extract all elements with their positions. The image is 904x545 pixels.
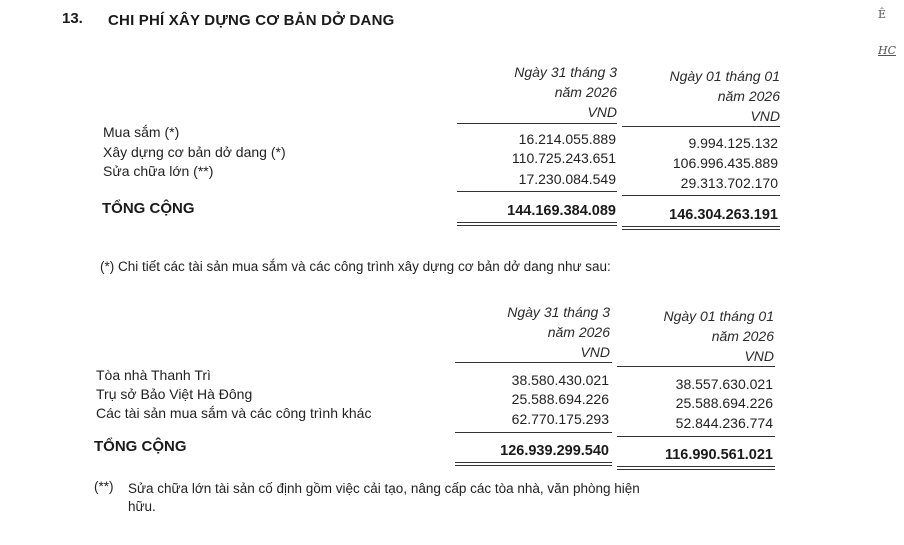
total-double-rule (622, 229, 780, 230)
total-value: 146.304.263.191 (669, 207, 778, 223)
total-double-rule (617, 469, 775, 470)
header-line: Ngày 31 tháng 3 (507, 304, 610, 320)
subtotal-rule (622, 195, 780, 196)
header-line: năm 2026 (547, 324, 610, 340)
table-cell: 38.580.430.021 (511, 372, 609, 388)
header-rule (617, 366, 775, 367)
table-row-label: Sửa chữa lớn (**) (103, 163, 214, 179)
header-line: VND (750, 108, 780, 124)
subtotal-rule (457, 191, 617, 192)
table1-col1-header (514, 62, 617, 122)
header-rule (455, 362, 612, 363)
table-cell: 16.214.055.889 (518, 131, 616, 147)
table-row-label: Các tài sản mua sắm và các công trình khác (96, 405, 372, 421)
margin-mark-hc: HC (878, 44, 897, 57)
footnote-1: (*) Chi tiết các tài sản mua sắm và các công trình xây dựng cơ bản dở dang như sau: (100, 259, 611, 274)
table-cell: 9.994.125.132 (688, 135, 778, 151)
subtotal-rule (617, 436, 775, 437)
header-line: Ngày 31 tháng 3 (514, 64, 617, 80)
table-cell: 110.725.243.651 (511, 150, 616, 166)
table-row-label: Xây dựng cơ bản dở dang (*) (103, 144, 286, 160)
table-row-label: Mua sắm (*) (103, 124, 180, 140)
header-line: VND (744, 348, 774, 364)
header-line: VND (580, 344, 610, 360)
header-line: VND (587, 104, 617, 120)
table-cell: 52.844.236.774 (675, 415, 773, 431)
header-line: năm 2026 (554, 84, 617, 100)
table-row-label: Trụ sở Bảo Việt Hà Đông (96, 386, 253, 402)
total-double-rule (457, 225, 617, 226)
table-cell: 106.996.435.889 (672, 155, 778, 171)
total-double-rule (455, 462, 612, 463)
total-double-rule (622, 226, 780, 227)
header-line: Ngày 01 tháng 01 (669, 68, 780, 84)
table2-col2-header (663, 306, 774, 366)
table-cell: 17.230.084.549 (518, 171, 616, 187)
total-double-rule (457, 222, 617, 223)
table-cell: 62.770.175.293 (511, 411, 609, 427)
total-value: 116.990.561.021 (664, 447, 773, 463)
table-cell: 38.557.630.021 (675, 376, 773, 392)
table1-col2-header (669, 66, 780, 126)
margin-mark-top: Ê (878, 8, 887, 21)
table-cell: 25.588.694.226 (675, 395, 773, 411)
footnote-2-line2: hữu. (128, 499, 156, 514)
header-line: Ngày 01 tháng 01 (663, 308, 774, 324)
total-label: TỔNG CỘNG (102, 200, 195, 217)
table-cell: 29.313.702.170 (680, 175, 778, 191)
header-rule (622, 126, 780, 127)
table2-col1-header (507, 302, 610, 362)
total-value: 144.169.384.089 (507, 203, 616, 219)
footnote-2-line1: Sửa chữa lớn tài sản cố định gồm việc cải tạo, nâng cấp các tòa nhà, văn phòng hiện (128, 481, 640, 496)
header-line: năm 2026 (717, 88, 780, 104)
subtotal-rule (455, 432, 612, 433)
section-number: 13. (62, 10, 83, 27)
header-rule (457, 123, 617, 124)
footnote-2-marker: (**) (94, 479, 114, 494)
table-cell: 25.588.694.226 (511, 391, 609, 407)
section-title: CHI PHÍ XÂY DỰNG CƠ BẢN DỞ DANG (108, 12, 395, 29)
header-line: năm 2026 (711, 328, 774, 344)
total-double-rule (617, 466, 775, 467)
table-row-label: Tòa nhà Thanh Trì (96, 367, 211, 383)
total-double-rule (455, 465, 612, 466)
total-value: 126.939.299.540 (500, 443, 609, 459)
total-label: TỔNG CỘNG (94, 438, 187, 455)
